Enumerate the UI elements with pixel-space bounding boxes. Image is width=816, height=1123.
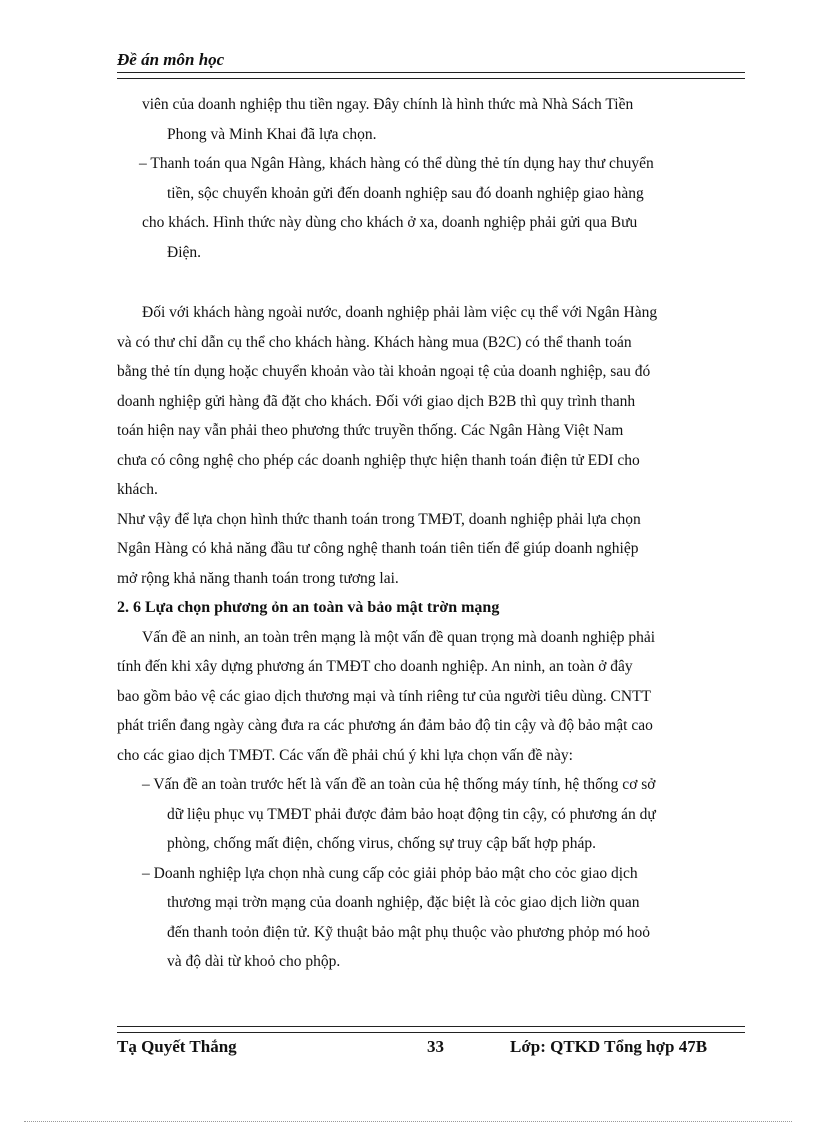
text-line: phòng, chống mất điện, chống virus, chống sự truy cập bất hợp pháp. (167, 835, 596, 852)
page-number: 33 (427, 1037, 444, 1056)
text-line: chưa có công nghệ cho phép các doanh nghiệp thực hiện thanh toán điện tử EDI cho (117, 451, 640, 469)
text-line: đến thanh toỏn điện tử. Kỹ thuật bảo mật phụ thuộc vào phương phỏp mó hoỏ (167, 923, 651, 941)
header-rule (117, 72, 745, 79)
text-line: tiền, sộc chuyển khoản gửi đến doanh nghiệp sau đó doanh nghiệp giao hàng (167, 184, 644, 202)
text-line: doanh nghiệp gửi hàng đã đặt cho khách. Đối với giao dịch B2B thì quy trình thanh (117, 392, 636, 410)
page-bottom-dotted-line (24, 1121, 792, 1122)
text-line: tính đến khi xây dựng phương án TMĐT cho doanh nghiệp. An ninh, an toàn ở đây (117, 658, 633, 675)
footer-class-info: Lớp: QTKD Tổng hợp 47B (510, 1037, 708, 1056)
footer-author: Tạ Quyết Thắng (117, 1037, 237, 1056)
text-line: và độ dài từ khoỏ cho phộp. (167, 953, 341, 970)
text-line: cho các giao dịch TMĐT. Các vấn đề phải chú ý khi lựa chọn vấn đề này: (117, 746, 573, 764)
text-line: Như vậy để lựa chọn hình thức thanh toán trong TMĐT, doanh nghiệp phải lựa chọn (117, 510, 641, 528)
text-line: cho khách. Hình thức này dùng cho khách ở xa, doanh nghiệp phải gửi qua Bưu (142, 214, 638, 231)
text-line: bằng thẻ tín dụng hoặc chuyển khoản vào tài khoản ngoại tệ của doanh nghiệp, sau đó (117, 363, 651, 380)
text-line: Phong và Minh Khai đã lựa chọn. (167, 125, 377, 143)
section-heading: 2. 6 Lựa chọn phương ỏn an toàn và bảo mật trờn mạng (117, 599, 500, 616)
page-body (117, 90, 745, 977)
text-line: bao gồm bảo vệ các giao dịch thương mại và tính riêng tư của người tiêu dùng. CNTT (117, 687, 652, 705)
text-line: dữ liệu phục vụ TMĐT phải được đảm bảo hoạt động tin cậy, có phương án dự (167, 805, 656, 823)
header-title: Đề án môn học (117, 50, 225, 69)
footer-rule (117, 1026, 745, 1033)
text-line: Vấn đề an ninh, an toàn trên mạng là một vấn đề quan trọng mà doanh nghiệp phải (142, 628, 656, 646)
text-line: thương mại trờn mạng của doanh nghiệp, đặc biệt là cỏc giao dịch liờn quan (167, 894, 640, 911)
paragraph-gap (117, 267, 745, 298)
text-line: toán hiện nay vẫn phải theo phương thức truyền thống. Các Ngân Hàng Việt Nam (117, 422, 624, 439)
footer-text (117, 1037, 745, 1061)
bullet-line: – Doanh nghiệp lựa chọn nhà cung cấp cỏc giải phỏp bảo mật cho cỏc giao dịch (142, 864, 638, 882)
text-line: Đối với khách hàng ngoài nước, doanh nghiệp phải làm việc cụ thể với Ngân Hàng (142, 304, 658, 321)
text-line: và có thư chỉ dẫn cụ thể cho khách hàng. Khách hàng mua (B2C) có thể thanh toán (117, 333, 632, 351)
text-line: khách. (117, 481, 158, 498)
text-line: viên của doanh nghiệp thu tiền ngay. Đây chính là hình thức mà Nhà Sách Tiền (142, 96, 634, 113)
text-line: mở rộng khả năng thanh toán trong tương lai. (117, 569, 399, 587)
text-line: phát triển đang ngày càng đưa ra các phương án đảm bảo độ tin cậy và độ bảo mật cao (117, 717, 653, 734)
text-line: Điện. (167, 243, 202, 261)
bullet-line: – Thanh toán qua Ngân Hàng, khách hàng có thể dùng thẻ tín dụng hay thư chuyển (139, 155, 654, 172)
bullet-line: – Vấn đề an toàn trước hết là vấn đề an toàn của hệ thống máy tính, hệ thống cơ sở (142, 776, 656, 793)
text-line: Ngân Hàng có khả năng đầu tư công nghệ thanh toán tiên tiến để giúp doanh nghiệp (117, 540, 639, 557)
